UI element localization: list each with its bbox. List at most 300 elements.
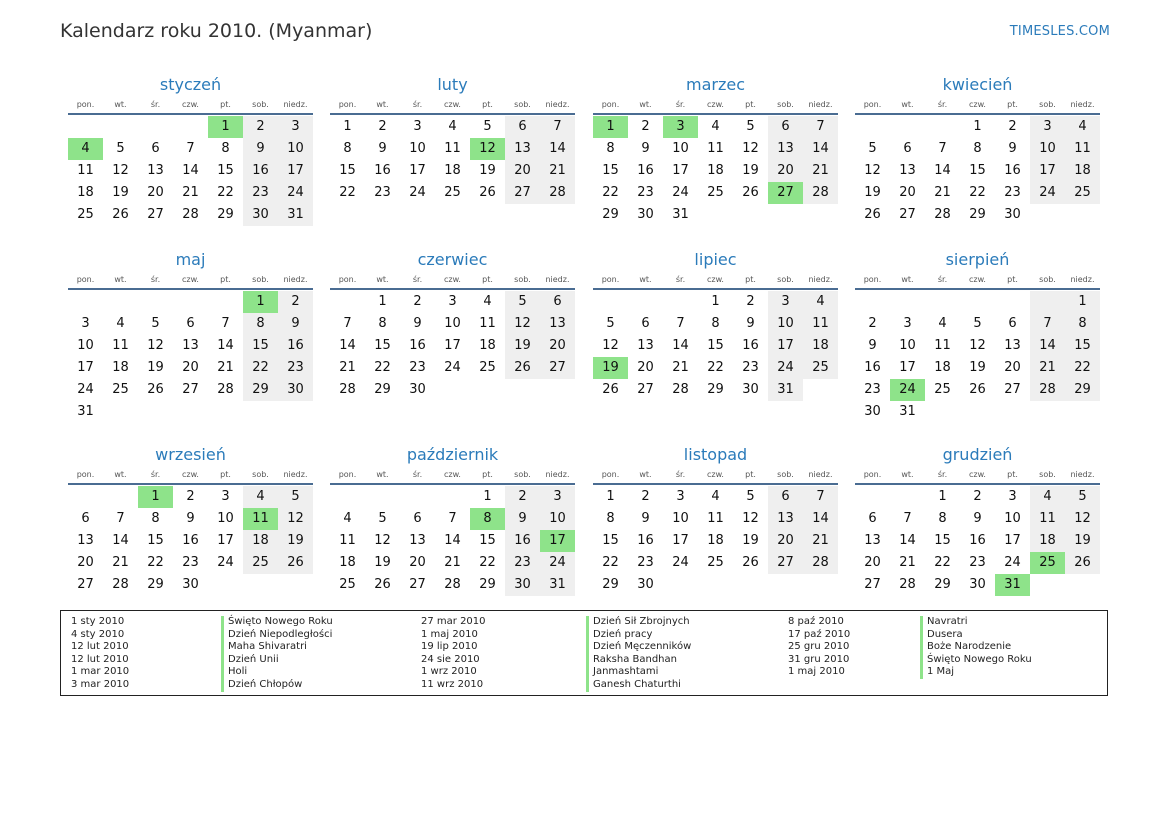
day-cell: 24 [672, 555, 689, 570]
day-cell: 25 [479, 360, 496, 375]
day-cell: 28 [672, 382, 689, 397]
weekday-header [855, 271, 1100, 290]
weekday-header [68, 96, 313, 115]
weekday-label: sob. [252, 100, 269, 109]
weekday-label: śr. [937, 275, 948, 284]
month-name: sierpień [945, 250, 1010, 269]
empty-cell [628, 291, 663, 313]
legend-date: 1 mar 2010 [71, 666, 130, 678]
day-cell: 17 [768, 335, 803, 357]
day-cell: 29 [602, 207, 619, 222]
day-cell: 21 [803, 160, 838, 182]
day-cell: 11 [243, 508, 278, 530]
day-cell: 14 [803, 138, 838, 160]
legend-date: 31 gru 2010 [788, 653, 850, 665]
day-cell: 13 [637, 338, 654, 353]
month-name: październik [406, 445, 499, 464]
day-cell: 5 [606, 316, 615, 331]
weekday-label: pon. [338, 470, 357, 479]
day-cell: 27 [77, 577, 94, 592]
day-cell: 12 [1065, 508, 1100, 530]
empty-cell [890, 291, 925, 313]
day-cell: 14 [803, 508, 838, 530]
day-cell: 28 [1030, 379, 1065, 401]
day-cell: 16 [278, 335, 313, 357]
weekday-header [593, 271, 838, 290]
site-link[interactable]: TIMESLES.COM [1009, 24, 1110, 39]
legend-date: 8 paź 2010 [788, 616, 844, 627]
empty-cell [995, 291, 1030, 313]
day-cell: 7 [803, 116, 838, 138]
month-name: styczeń [159, 75, 222, 94]
legend-holiday-name: Dzień Unii [221, 654, 333, 667]
day-cell: 2 [746, 294, 755, 309]
day-cell: 30 [278, 379, 313, 401]
day-cell: 22 [243, 357, 278, 379]
day-grid [593, 115, 838, 226]
weekday-label: niedz. [283, 470, 308, 479]
day-cell: 20 [864, 555, 881, 570]
day-cell: 21 [672, 360, 689, 375]
day-cell: 18 [77, 185, 94, 200]
day-cell: 17 [278, 160, 313, 182]
day-cell: 24 [278, 182, 313, 204]
empty-cell [330, 486, 365, 508]
day-cell: 25 [112, 382, 129, 397]
day-cell: 28 [339, 382, 356, 397]
day-cell: 19 [112, 185, 129, 200]
day-grid [68, 485, 313, 596]
weekday-label: pon. [338, 100, 357, 109]
day-cell: 2 [641, 119, 650, 134]
day-cell: 10 [672, 511, 689, 526]
day-cell: 16 [1004, 163, 1021, 178]
day-cell: 15 [1065, 335, 1100, 357]
day-cell: 15 [934, 533, 951, 548]
day-cell: 17 [217, 533, 234, 548]
empty-cell [768, 204, 803, 226]
day-cell: 19 [374, 555, 391, 570]
weekday-header [330, 271, 575, 290]
empty-cell [855, 116, 890, 138]
empty-cell [890, 116, 925, 138]
day-cell: 27 [899, 207, 916, 222]
day-cell: 15 [243, 335, 278, 357]
weekday-label: pon. [76, 100, 95, 109]
empty-cell [103, 401, 138, 423]
month-name: grudzień [942, 445, 1013, 464]
empty-cell [925, 116, 960, 138]
day-cell: 17 [672, 533, 689, 548]
weekday-label: śr. [150, 275, 161, 284]
empty-cell [400, 486, 435, 508]
weekday-label: niedz. [1070, 275, 1095, 284]
legend-dates-col-3 [788, 616, 850, 679]
month-calendar [330, 74, 575, 204]
weekday-label: śr. [150, 100, 161, 109]
day-cell: 12 [969, 338, 986, 353]
day-cell: 21 [339, 360, 356, 375]
day-cell: 26 [864, 207, 881, 222]
day-cell: 2 [278, 291, 313, 313]
day-cell: 19 [593, 357, 628, 379]
day-cell: 15 [707, 338, 724, 353]
day-cell: 5 [378, 511, 387, 526]
day-cell: 21 [803, 530, 838, 552]
day-cell: 22 [934, 555, 951, 570]
day-cell: 8 [378, 316, 387, 331]
day-cell: 30 [637, 577, 654, 592]
day-cell: 28 [444, 577, 461, 592]
day-cell: 9 [641, 141, 650, 156]
day-cell: 16 [864, 360, 881, 375]
day-cell: 18 [934, 360, 951, 375]
day-cell: 3 [413, 119, 422, 134]
day-cell: 10 [77, 338, 94, 353]
day-cell: 31 [278, 204, 313, 226]
day-cell: 26 [112, 207, 129, 222]
day-cell: 14 [444, 533, 461, 548]
day-cell: 5 [746, 119, 755, 134]
legend-date: 1 maj 2010 [421, 628, 478, 640]
day-cell: 19 [479, 163, 496, 178]
weekday-label: sob. [1039, 100, 1056, 109]
legend-names-col-1 [221, 616, 333, 692]
weekday-label: śr. [937, 100, 948, 109]
day-cell: 28 [803, 182, 838, 204]
day-cell: 15 [339, 163, 356, 178]
day-cell: 15 [479, 533, 496, 548]
month-calendar [855, 249, 1100, 423]
day-cell: 5 [483, 119, 492, 134]
day-cell: 8 [606, 511, 615, 526]
day-cell: 15 [147, 533, 164, 548]
day-cell: 20 [147, 185, 164, 200]
day-cell: 4 [68, 138, 103, 160]
weekday-label: wt. [901, 470, 914, 479]
weekday-label: pt. [220, 100, 231, 109]
day-cell: 8 [221, 141, 230, 156]
day-cell: 16 [637, 163, 654, 178]
day-cell: 25 [77, 207, 94, 222]
day-cell: 3 [676, 489, 685, 504]
day-cell: 1 [343, 119, 352, 134]
day-cell: 1 [138, 486, 173, 508]
empty-cell [138, 401, 173, 423]
weekday-label: niedz. [808, 100, 833, 109]
day-cell: 7 [938, 141, 947, 156]
day-cell: 20 [505, 160, 540, 182]
day-cell: 24 [409, 185, 426, 200]
weekday-label: wt. [376, 275, 389, 284]
day-cell: 20 [409, 555, 426, 570]
day-cell: 4 [711, 489, 720, 504]
month-name: listopad [683, 445, 748, 464]
day-cell: 2 [973, 489, 982, 504]
day-cell: 1 [378, 294, 387, 309]
day-cell: 4 [448, 119, 457, 134]
day-cell: 30 [969, 577, 986, 592]
day-cell: 30 [637, 207, 654, 222]
day-cell: 11 [339, 533, 356, 548]
empty-cell [330, 291, 365, 313]
empty-cell [68, 116, 103, 138]
day-cell: 13 [768, 138, 803, 160]
holiday-legend [60, 610, 1108, 696]
day-cell: 23 [637, 185, 654, 200]
day-cell: 15 [374, 338, 391, 353]
day-cell: 19 [969, 360, 986, 375]
empty-cell [1030, 291, 1065, 313]
weekday-label: pon. [863, 470, 882, 479]
legend-names-col-2 [586, 616, 691, 692]
month-name: maj [175, 250, 206, 269]
weekday-label: śr. [675, 470, 686, 479]
day-cell: 8 [1065, 313, 1100, 335]
day-cell: 11 [112, 338, 129, 353]
day-cell: 26 [602, 382, 619, 397]
legend-date: 25 gru 2010 [788, 641, 850, 653]
empty-cell [68, 486, 103, 508]
day-cell: 23 [1004, 185, 1021, 200]
empty-cell [855, 486, 890, 508]
day-cell: 4 [243, 486, 278, 508]
day-cell: 6 [81, 511, 90, 526]
day-cell: 3 [663, 116, 698, 138]
day-cell: 4 [1030, 486, 1065, 508]
day-grid [68, 115, 313, 226]
weekday-header [593, 96, 838, 115]
day-grid [855, 485, 1100, 596]
weekday-label: pt. [220, 470, 231, 479]
day-cell: 22 [602, 555, 619, 570]
day-cell: 6 [151, 141, 160, 156]
day-grid [68, 290, 313, 423]
day-cell: 17 [1004, 533, 1021, 548]
day-cell: 5 [868, 141, 877, 156]
day-cell: 10 [1004, 511, 1021, 526]
day-cell: 19 [147, 360, 164, 375]
day-cell: 30 [1004, 207, 1021, 222]
day-cell: 18 [339, 555, 356, 570]
weekday-label: pt. [745, 100, 756, 109]
day-cell: 26 [505, 357, 540, 379]
day-cell: 14 [339, 338, 356, 353]
weekday-label: niedz. [808, 470, 833, 479]
day-cell: 21 [899, 555, 916, 570]
day-cell: 8 [606, 141, 615, 156]
day-cell: 1 [606, 489, 615, 504]
empty-cell [243, 574, 278, 596]
legend-date: 4 sty 2010 [71, 628, 125, 640]
day-cell: 29 [1065, 379, 1100, 401]
month-name: lipiec [694, 250, 737, 269]
day-cell: 22 [1065, 357, 1100, 379]
weekday-label: śr. [675, 275, 686, 284]
weekday-label: czw. [444, 275, 461, 284]
weekday-label: pt. [482, 275, 493, 284]
day-cell: 28 [803, 552, 838, 574]
day-cell: 3 [903, 316, 912, 331]
day-grid [330, 485, 575, 596]
month-name: marzec [685, 75, 745, 94]
weekday-label: pt. [482, 470, 493, 479]
day-cell: 19 [1065, 530, 1100, 552]
day-cell: 12 [147, 338, 164, 353]
day-grid [855, 290, 1100, 423]
day-cell: 14 [217, 338, 234, 353]
empty-cell [173, 116, 208, 138]
month-name: wrzesień [155, 445, 226, 464]
legend-holiday-name: Janmashtami [586, 666, 691, 679]
day-cell: 8 [343, 141, 352, 156]
weekday-label: wt. [114, 275, 127, 284]
day-cell: 6 [1008, 316, 1017, 331]
legend-holiday-name: Dzień Sił Zbrojnych [586, 616, 691, 629]
day-cell: 2 [186, 489, 195, 504]
empty-cell [733, 574, 768, 596]
day-cell: 31 [995, 574, 1030, 596]
empty-cell [698, 204, 733, 226]
day-cell: 6 [540, 291, 575, 313]
weekday-label: wt. [639, 100, 652, 109]
day-cell: 23 [374, 185, 391, 200]
day-cell: 25 [934, 382, 951, 397]
day-cell: 24 [672, 185, 689, 200]
legend-date: 3 mar 2010 [71, 678, 130, 690]
day-cell: 14 [934, 163, 951, 178]
weekday-label: sob. [514, 275, 531, 284]
day-cell: 1 [483, 489, 492, 504]
day-cell: 30 [182, 577, 199, 592]
legend-date: 1 maj 2010 [788, 666, 845, 678]
day-cell: 27 [147, 207, 164, 222]
day-cell: 7 [1030, 313, 1065, 335]
legend-holiday-name: Święto Nowego Roku [920, 654, 1032, 667]
day-cell: 3 [1030, 116, 1065, 138]
day-cell: 29 [707, 382, 724, 397]
month-calendar [68, 74, 313, 226]
day-cell: 7 [221, 316, 230, 331]
day-cell: 13 [147, 163, 164, 178]
day-cell: 13 [505, 138, 540, 160]
day-cell: 18 [707, 163, 724, 178]
weekday-label: śr. [675, 100, 686, 109]
day-cell: 3 [221, 489, 230, 504]
legend-holiday-name: Raksha Bandhan [586, 654, 691, 667]
day-cell: 8 [973, 141, 982, 156]
legend-date: 1 wrz 2010 [421, 666, 477, 678]
day-cell: 10 [444, 316, 461, 331]
day-cell: 25 [707, 555, 724, 570]
day-cell: 28 [182, 207, 199, 222]
day-cell: 21 [444, 555, 461, 570]
legend-holiday-name: 1 Maj [920, 666, 1032, 679]
empty-cell [1030, 204, 1065, 226]
day-cell: 6 [186, 316, 195, 331]
day-cell: 1 [711, 294, 720, 309]
day-cell: 6 [768, 116, 803, 138]
weekday-label: sob. [252, 470, 269, 479]
day-cell: 17 [899, 360, 916, 375]
day-cell: 28 [899, 577, 916, 592]
day-cell: 10 [672, 141, 689, 156]
day-cell: 19 [742, 163, 759, 178]
day-cell: 24 [77, 382, 94, 397]
day-cell: 10 [899, 338, 916, 353]
legend-holiday-name: Boże Narodzenie [920, 641, 1032, 654]
weekday-label: wt. [376, 100, 389, 109]
day-cell: 9 [1008, 141, 1017, 156]
weekday-label: pon. [76, 470, 95, 479]
day-cell: 11 [77, 163, 94, 178]
day-cell: 13 [182, 338, 199, 353]
day-cell: 7 [186, 141, 195, 156]
day-cell: 3 [448, 294, 457, 309]
day-cell: 23 [278, 357, 313, 379]
month-calendar [330, 444, 575, 596]
day-cell: 4 [343, 511, 352, 526]
empty-cell [103, 486, 138, 508]
day-cell: 14 [1030, 335, 1065, 357]
weekday-label: śr. [412, 470, 423, 479]
day-cell: 5 [116, 141, 125, 156]
day-cell: 12 [742, 141, 759, 156]
day-cell: 22 [339, 185, 356, 200]
day-cell: 21 [182, 185, 199, 200]
legend-holiday-name: Dzień pracy [586, 629, 691, 642]
day-cell: 27 [182, 382, 199, 397]
day-cell: 12 [470, 138, 505, 160]
empty-cell [208, 574, 243, 596]
day-cell: 29 [217, 207, 234, 222]
weekday-label: pt. [745, 470, 756, 479]
day-cell: 7 [676, 316, 685, 331]
empty-cell [995, 401, 1030, 423]
day-grid [855, 115, 1100, 226]
day-cell: 9 [505, 508, 540, 530]
day-cell: 12 [278, 508, 313, 530]
day-cell: 18 [707, 533, 724, 548]
day-cell: 13 [409, 533, 426, 548]
day-cell: 21 [112, 555, 129, 570]
day-cell: 11 [803, 313, 838, 335]
day-cell: 26 [742, 555, 759, 570]
empty-cell [278, 401, 313, 423]
empty-cell [855, 291, 890, 313]
weekday-label: sob. [1039, 275, 1056, 284]
day-cell: 27 [540, 357, 575, 379]
day-cell: 15 [602, 163, 619, 178]
weekday-label: sob. [252, 275, 269, 284]
empty-cell [1065, 204, 1100, 226]
day-cell: 5 [1065, 486, 1100, 508]
day-cell: 17 [77, 360, 94, 375]
weekday-label: pt. [745, 275, 756, 284]
weekday-header [330, 96, 575, 115]
day-cell: 25 [339, 577, 356, 592]
day-cell: 18 [1030, 530, 1065, 552]
day-cell: 31 [77, 404, 94, 419]
day-cell: 29 [602, 577, 619, 592]
empty-cell [68, 291, 103, 313]
weekday-label: pon. [601, 470, 620, 479]
weekday-label: czw. [969, 470, 986, 479]
day-cell: 18 [112, 360, 129, 375]
legend-holiday-name: Navratri [920, 616, 1032, 629]
legend-date: 19 lip 2010 [421, 641, 478, 653]
day-cell: 2 [868, 316, 877, 331]
